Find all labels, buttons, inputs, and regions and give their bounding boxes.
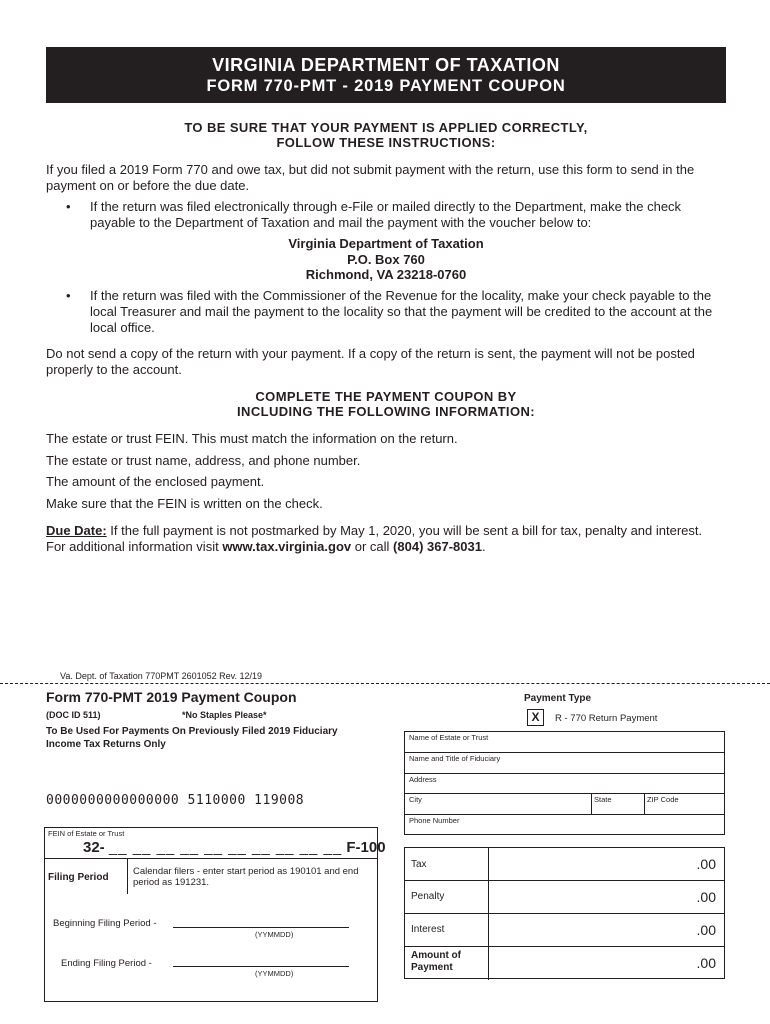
phone-label: Phone Number [409,816,460,825]
phone-field[interactable] [405,815,724,836]
tax-label: Tax [411,859,427,870]
filing-period-divider [127,858,128,894]
mailing-address-line3: Richmond, VA 23218-0760 [305,267,467,282]
beginning-period-field[interactable] [173,927,349,928]
beginning-period-label: Beginning Filing Period - [53,918,157,929]
website-link[interactable]: www.tax.virginia.gov [222,539,352,554]
form-title: FORM 770-PMT - 2019 PAYMENT COUPON [206,77,566,95]
phone-number: (804) 367-8031 [393,539,482,554]
city-state-zip-row [405,794,724,815]
payment-type-title: Payment Type [524,693,592,704]
amount-divider [488,947,489,980]
amount-divider [488,914,489,946]
info-mid: or call [351,539,394,554]
mailing-address [46,236,726,283]
due-date-text: If the full payment is not postmarked by May 1, 2020, you will be sent a bill for tax, penalty and interest. [106,523,703,538]
fiduciary-label: Name and Title of Fiduciary [409,754,501,763]
fein-label: FEIN of Estate or Trust [48,829,125,838]
instructions-heading [46,120,726,150]
payment-type-label: R - 770 Return Payment [555,713,658,724]
amount-of-payment-label: Amount of Payment [411,950,461,973]
complete-heading [46,389,726,419]
amount-of-payment-row[interactable] [405,947,724,980]
info-prefix: For additional information visit [46,539,223,554]
filing-period-label: Filing Period [48,872,109,883]
scanline: 0000000000000000 5110000 119008 [46,793,305,808]
amount-divider [488,848,489,880]
fein-filing-box [44,827,386,1002]
due-date-paragraph [46,523,726,555]
do-not-send-paragraph: Do not send a copy of the return with your payment. If a copy of the return is sent, the payment will not be posted properly to the account. [46,346,695,377]
estate-name-label: Name of Estate or Trust [409,733,489,742]
state-zip-divider [644,794,645,815]
bullet-2-symbol: • [66,288,71,303]
form-header [46,47,726,103]
penalty-cents: .00 [696,889,716,905]
coupon-title: Form 770-PMT 2019 Payment Coupon [46,689,297,705]
interest-label: Interest [411,924,445,935]
amount-divider [488,881,489,913]
beginning-date-format: (YYMMDD) [255,930,294,939]
info-item-fein: The estate or trust FEIN. This must match the information on the return. [46,431,458,446]
no-staples-note: *No Staples Please* [182,710,267,720]
tax-row[interactable] [405,848,724,881]
bullet-1-symbol: • [66,199,71,214]
fein-prefix: 32- [83,839,105,856]
ending-period-field[interactable] [173,966,349,967]
penalty-label: Penalty [411,891,445,902]
zip-label: ZIP Code [647,795,679,804]
interest-row[interactable] [405,914,724,947]
city-label: City [409,795,422,804]
penalty-row[interactable] [405,881,724,914]
mailing-address-line2: P.O. Box 760 [347,251,425,267]
address-label: Address [409,775,437,784]
mailing-address-line1: Virginia Department of Taxation [288,236,484,251]
complete-heading-line2: INCLUDING THE FOLLOWING INFORMATION: [237,404,535,419]
fiduciary-field[interactable] [405,753,724,774]
bullet-2: If the return was filed with the Commissioner of the Revenue for the locality, make your check payable to the local Treasurer and mail the payment to the locality so that the payment will be credited to the account at the local office. [90,288,713,335]
instructions-heading-line2: FOLLOW THESE INSTRUCTIONS: [276,135,496,150]
usage-note: To Be Used For Payments On Previously Filed 2019 Fiduciary Income Tax Returns Only [46,726,338,750]
fein-divider [45,858,377,859]
state-label: State [594,795,612,804]
city-state-divider [591,794,592,815]
info-suffix: . [481,539,486,554]
fein-field[interactable] [83,839,386,856]
payment-type-checkbox[interactable]: X [527,709,544,726]
ending-date-format: (YYMMDD) [255,969,294,978]
info-item-name: The estate or trust name, address, and phone number. [46,453,361,468]
ending-period-label: Ending Filing Period - [61,958,152,969]
intro-paragraph: If you filed a 2019 Form 770 and owe tax, but did not submit payment with the return, use this form to send in the payment on or before the due date. [46,162,695,193]
doc-id: (DOC ID 511) [46,710,101,720]
taxpayer-info-box [404,731,725,835]
revision-label: Va. Dept. of Taxation 770PMT 2601052 Rev. 12/19 [48,671,274,681]
payment-amounts-box [404,847,725,979]
due-date-label: Due Date: [46,523,107,538]
bullet-1: If the return was filed electronically through e-File or mailed directly to the Department, make the check payable to the Department of Taxation and mail the payment with the voucher below to: [90,199,682,230]
info-item-check: Make sure that the FEIN is written on the check. [46,496,323,511]
tax-cents: .00 [696,856,716,872]
address-field[interactable] [405,774,724,794]
cut-line [0,683,770,684]
amount-of-payment-cents: .00 [696,955,716,971]
filing-period-note: Calendar filers - enter start period as 190101 and end period as 191231. [133,866,359,888]
estate-name-field[interactable] [405,732,724,753]
info-item-amount: The amount of the enclosed payment. [46,474,265,489]
fein-blanks[interactable]: __ __ __ __ __ __ __ __ __ __ [108,839,343,856]
complete-heading-line1: COMPLETE THE PAYMENT COUPON BY [255,389,517,404]
fein-suffix: F-100 [346,839,386,856]
interest-cents: .00 [696,922,716,938]
agency-title: VIRGINIA DEPARTMENT OF TAXATION [212,55,560,75]
instructions-heading-line1: TO BE SURE THAT YOUR PAYMENT IS APPLIED CORRECTLY, [184,120,588,135]
